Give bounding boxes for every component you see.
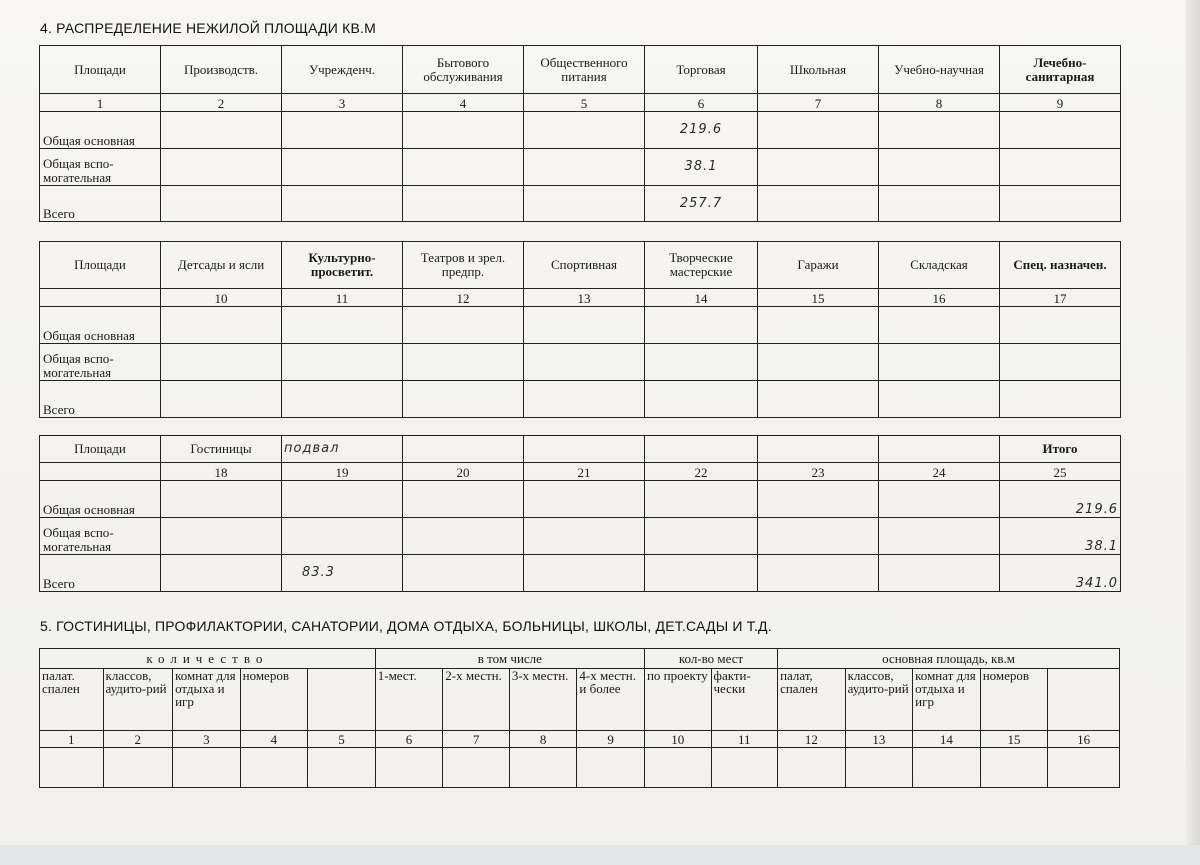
column-header: Производств. <box>161 46 282 94</box>
value-cell[interactable] <box>758 112 879 149</box>
column-number: 11 <box>711 731 778 748</box>
value-cell[interactable] <box>240 748 308 788</box>
column-header: Культурно-просветит. <box>282 242 403 289</box>
row-label-aux: Общая вспо-могательная <box>40 518 161 555</box>
column-header: Итого <box>1000 436 1121 463</box>
value-cell[interactable] <box>778 748 846 788</box>
group-header: в том числе <box>375 649 644 669</box>
column-header: Творческие мастерские <box>645 242 758 289</box>
column-header: Гостиницы <box>161 436 282 463</box>
value-cell[interactable] <box>282 518 403 555</box>
value-cell[interactable] <box>879 381 1000 418</box>
column-number: 16 <box>879 289 1000 307</box>
column-header <box>758 436 879 463</box>
value-cell[interactable] <box>980 748 1048 788</box>
column-header <box>403 436 524 463</box>
value-cell[interactable] <box>403 555 524 592</box>
value-cell[interactable] <box>524 112 645 149</box>
sub-header: 4-х местн. и более <box>577 669 645 731</box>
value-cell[interactable] <box>711 748 778 788</box>
column-number: 10 <box>644 731 711 748</box>
value-cell[interactable] <box>161 481 282 518</box>
value-cell[interactable] <box>403 481 524 518</box>
value-cell[interactable] <box>645 481 758 518</box>
column-number: 1 <box>40 731 104 748</box>
column-number: 13 <box>524 289 645 307</box>
column-number: 22 <box>645 463 758 481</box>
value-cell[interactable] <box>509 748 577 788</box>
value-cell[interactable] <box>758 518 879 555</box>
value-cell[interactable] <box>758 307 879 344</box>
value-cell[interactable] <box>161 518 282 555</box>
column-number: 6 <box>645 94 758 112</box>
sub-header: классов, аудито-рий <box>103 669 173 731</box>
value-cell[interactable] <box>282 344 403 381</box>
value-cell[interactable] <box>1048 748 1120 788</box>
column-header-handwritten: подвал <box>282 436 403 463</box>
value-cell[interactable] <box>161 307 282 344</box>
sub-header: 1-мест. <box>375 669 443 731</box>
sub-header: 2-х местн. <box>443 669 510 731</box>
value-cell[interactable] <box>403 518 524 555</box>
value-cell[interactable] <box>161 555 282 592</box>
sub-header: комнат для отдыха и игр <box>913 669 981 731</box>
value-cell[interactable] <box>375 748 443 788</box>
scan-background <box>0 845 1200 865</box>
value-cell[interactable]: 257.7 <box>645 186 758 222</box>
value-cell[interactable] <box>577 748 645 788</box>
column-number: 15 <box>758 289 879 307</box>
column-number: 3 <box>282 94 403 112</box>
value-cell[interactable] <box>103 748 173 788</box>
value-cell[interactable] <box>1000 186 1121 222</box>
sub-header: палат, спален <box>778 669 846 731</box>
sub-header: комнат для отдыха и игр <box>173 669 241 731</box>
column-number: 7 <box>443 731 510 748</box>
value-cell[interactable] <box>758 149 879 186</box>
value-cell[interactable] <box>1000 307 1121 344</box>
header-cell: Площади <box>40 46 161 94</box>
value-cell[interactable] <box>40 748 104 788</box>
value-cell[interactable] <box>524 555 645 592</box>
column-number: 13 <box>845 731 913 748</box>
value-cell[interactable] <box>524 344 645 381</box>
header-cell: Площади <box>40 436 161 463</box>
value-cell[interactable] <box>645 555 758 592</box>
value-cell[interactable] <box>913 748 981 788</box>
column-header <box>645 436 758 463</box>
column-number: 25 <box>1000 463 1121 481</box>
sub-header: классов, аудито-рий <box>845 669 913 731</box>
sub-header: по проекту <box>644 669 711 731</box>
value-cell[interactable] <box>161 344 282 381</box>
value-cell[interactable] <box>645 344 758 381</box>
section-4-title: 4. РАСПРЕДЕЛЕНИЕ НЕЖИЛОЙ ПЛОЩАДИ КВ.М <box>40 20 377 36</box>
column-header: Спортивная <box>524 242 645 289</box>
sub-header: 3-х местн. <box>509 669 577 731</box>
value-cell[interactable] <box>524 307 645 344</box>
column-number: 23 <box>758 463 879 481</box>
value-cell[interactable] <box>758 186 879 222</box>
column-number: 17 <box>1000 289 1121 307</box>
row-label-aux: Общая вспо-могательная <box>40 344 161 381</box>
column-header: Детсады и ясли <box>161 242 282 289</box>
column-number: 6 <box>375 731 443 748</box>
value-cell[interactable] <box>282 481 403 518</box>
value-cell[interactable] <box>403 307 524 344</box>
column-header: Спец. назначен. <box>1000 242 1121 289</box>
group-header: основная площадь, кв.м <box>778 649 1120 669</box>
value-cell[interactable] <box>403 149 524 186</box>
sub-header: палат. спален <box>40 669 104 731</box>
value-cell[interactable] <box>161 381 282 418</box>
column-number: 12 <box>778 731 846 748</box>
column-number: 21 <box>524 463 645 481</box>
value-cell[interactable] <box>161 112 282 149</box>
column-header: Торговая <box>645 46 758 94</box>
column-number <box>40 463 161 481</box>
value-cell[interactable] <box>758 344 879 381</box>
value-cell[interactable] <box>282 112 403 149</box>
column-number: 5 <box>308 731 376 748</box>
value-cell[interactable] <box>524 518 645 555</box>
value-cell[interactable] <box>879 112 1000 149</box>
column-header: Учрежденч. <box>282 46 403 94</box>
value-cell[interactable] <box>282 149 403 186</box>
column-header: Лечебно-санитарная <box>1000 46 1121 94</box>
column-number: 10 <box>161 289 282 307</box>
value-cell[interactable] <box>879 481 1000 518</box>
column-number: 18 <box>161 463 282 481</box>
value-cell[interactable] <box>524 149 645 186</box>
column-number: 16 <box>1048 731 1120 748</box>
value-cell[interactable] <box>403 186 524 222</box>
value-cell[interactable] <box>879 307 1000 344</box>
column-number: 7 <box>758 94 879 112</box>
column-header: Бытового обслуживания <box>403 46 524 94</box>
value-cell[interactable] <box>282 307 403 344</box>
column-number: 1 <box>40 94 161 112</box>
column-number <box>40 289 161 307</box>
value-cell[interactable] <box>644 748 711 788</box>
column-number: 24 <box>879 463 1000 481</box>
column-number: 14 <box>913 731 981 748</box>
column-number: 3 <box>173 731 241 748</box>
row-label-main: Общая основная <box>40 307 161 344</box>
column-number: 20 <box>403 463 524 481</box>
value-cell[interactable] <box>282 186 403 222</box>
sub-header <box>308 669 376 731</box>
column-number: 15 <box>980 731 1048 748</box>
value-cell[interactable] <box>443 748 510 788</box>
value-cell[interactable] <box>173 748 241 788</box>
value-cell[interactable] <box>758 555 879 592</box>
column-number: 8 <box>509 731 577 748</box>
row-label-main: Общая основная <box>40 112 161 149</box>
value-cell[interactable] <box>879 344 1000 381</box>
column-header: Театров и зрел. предпр. <box>403 242 524 289</box>
value-cell[interactable]: 341.0 <box>1000 555 1121 592</box>
column-header: Складская <box>879 242 1000 289</box>
area-table-2 <box>39 241 1121 418</box>
column-number: 12 <box>403 289 524 307</box>
row-label-total: Всего <box>40 555 161 592</box>
value-cell[interactable] <box>161 186 282 222</box>
section-5-title: 5. ГОСТИНИЦЫ, ПРОФИЛАКТОРИИ, САНАТОРИИ, ДОМА ОТДЫХА, БОЛЬНИЦЫ, ШКОЛЫ, ДЕТ.САДЫ И Т.Д. <box>40 618 772 634</box>
value-cell[interactable] <box>879 555 1000 592</box>
page-edge <box>1186 0 1200 845</box>
value-cell[interactable] <box>645 307 758 344</box>
value-cell[interactable] <box>1000 149 1121 186</box>
value-cell[interactable] <box>879 518 1000 555</box>
value-cell[interactable]: 219.6 <box>645 112 758 149</box>
value-cell[interactable] <box>879 149 1000 186</box>
value-cell[interactable] <box>645 381 758 418</box>
column-number: 19 <box>282 463 403 481</box>
column-number: 2 <box>103 731 173 748</box>
column-number: 11 <box>282 289 403 307</box>
sub-header <box>1048 669 1120 731</box>
value-cell[interactable] <box>524 186 645 222</box>
value-cell[interactable]: 38.1 <box>1000 518 1121 555</box>
column-number: 4 <box>240 731 308 748</box>
area-table-3 <box>39 435 1121 592</box>
value-cell[interactable] <box>308 748 376 788</box>
column-number: 5 <box>524 94 645 112</box>
group-header: количество <box>40 649 376 669</box>
column-header: Учебно-научная <box>879 46 1000 94</box>
column-number: 4 <box>403 94 524 112</box>
row-label-main: Общая основная <box>40 481 161 518</box>
value-cell[interactable] <box>879 186 1000 222</box>
value-cell[interactable]: 38.1 <box>645 149 758 186</box>
column-header: Школьная <box>758 46 879 94</box>
value-cell[interactable] <box>161 149 282 186</box>
value-cell[interactable]: 83.3 <box>282 555 403 592</box>
sub-header: номеров <box>240 669 308 731</box>
column-header <box>524 436 645 463</box>
column-number: 2 <box>161 94 282 112</box>
area-table-1 <box>39 45 1121 222</box>
column-number: 9 <box>577 731 645 748</box>
group-header: кол-во мест <box>644 649 777 669</box>
value-cell[interactable] <box>758 481 879 518</box>
value-cell[interactable] <box>1000 381 1121 418</box>
value-cell[interactable] <box>403 344 524 381</box>
column-number: 14 <box>645 289 758 307</box>
sub-header: факти-чески <box>711 669 778 731</box>
value-cell[interactable] <box>1000 112 1121 149</box>
column-number: 8 <box>879 94 1000 112</box>
value-cell[interactable] <box>524 381 645 418</box>
row-label-aux: Общая вспо-могательная <box>40 149 161 186</box>
value-cell[interactable] <box>282 381 403 418</box>
value-cell[interactable]: 219.6 <box>1000 481 1121 518</box>
value-cell[interactable] <box>758 381 879 418</box>
row-label-total: Всего <box>40 186 161 222</box>
sub-header: номеров <box>980 669 1048 731</box>
column-header <box>879 436 1000 463</box>
row-label-total: Всего <box>40 381 161 418</box>
value-cell[interactable] <box>403 112 524 149</box>
column-number: 9 <box>1000 94 1121 112</box>
facilities-table <box>39 648 1120 788</box>
column-header: Гаражи <box>758 242 879 289</box>
value-cell[interactable] <box>524 481 645 518</box>
value-cell[interactable] <box>845 748 913 788</box>
value-cell[interactable] <box>1000 344 1121 381</box>
header-cell: Площади <box>40 242 161 289</box>
value-cell[interactable] <box>403 381 524 418</box>
column-header: Общественного питания <box>524 46 645 94</box>
value-cell[interactable] <box>645 518 758 555</box>
